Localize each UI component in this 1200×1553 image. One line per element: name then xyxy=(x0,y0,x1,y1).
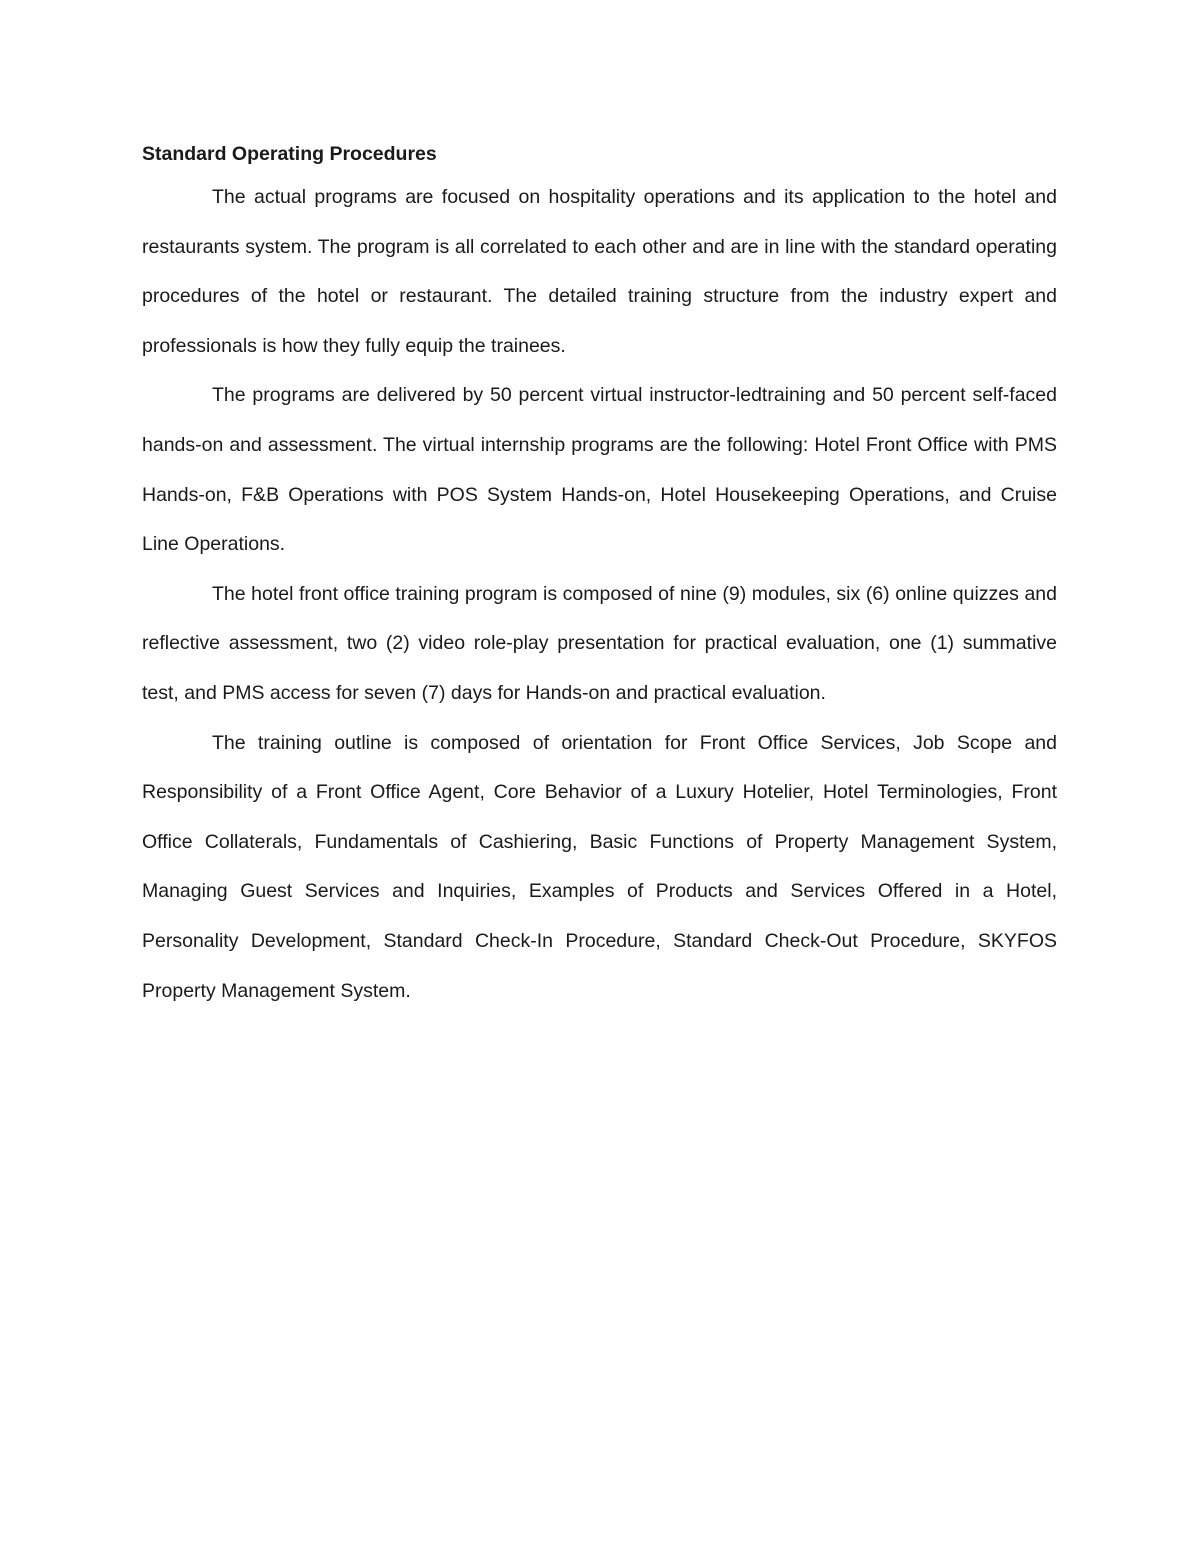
paragraph-front-office-program: The hotel front office training program is composed of nine (9) modules, six (6) online quizzes and reflective assessment, two (2) video role-play presentation for practical evaluation, one (1) summative test, and PMS access for seven (7) days for Hands-on and practical evaluation. xyxy=(142,582,1057,704)
paragraph-programs-overview: The actual programs are focused on hospitality operations and its application to the hotel and restaurants system. The program is all correlated to each other and are in line with the standard operating procedures of the hotel or restaurant. The detailed training structure from the industry expert and professionals is how they fully equip the trainees. xyxy=(142,186,1057,357)
paragraph-program-delivery: The programs are delivered by 50 percent virtual instructor-ledtraining and 50 percent self-faced hands-on and assessment. The virtual internship programs are the following: Hotel Front Office with PMS Hands-on, F&B Operations with POS System Hands-on, Hotel Housekeeping Operations, and Cruise Line Operations. xyxy=(142,384,1057,556)
document-body xyxy=(142,136,1057,1016)
document-heading: Standard Operating Procedures xyxy=(142,143,437,165)
paragraph-training-outline: The training outline is composed of orientation for Front Office Services, Job Scope and Responsibility of a Front Office Agent, Core Behavior of a Luxury Hotelier, Hotel Terminologies, Front Office Collaterals, Fundamentals of Cashiering, Basic Functions of Property Management System, Managing Guest Services and Inquiries, Examples of Products and Services Offered in a Hotel, Personality Development, Standard Check-In Procedure, Standard Check-Out Procedure, SKYFOS Property Management System. xyxy=(142,731,1057,1002)
